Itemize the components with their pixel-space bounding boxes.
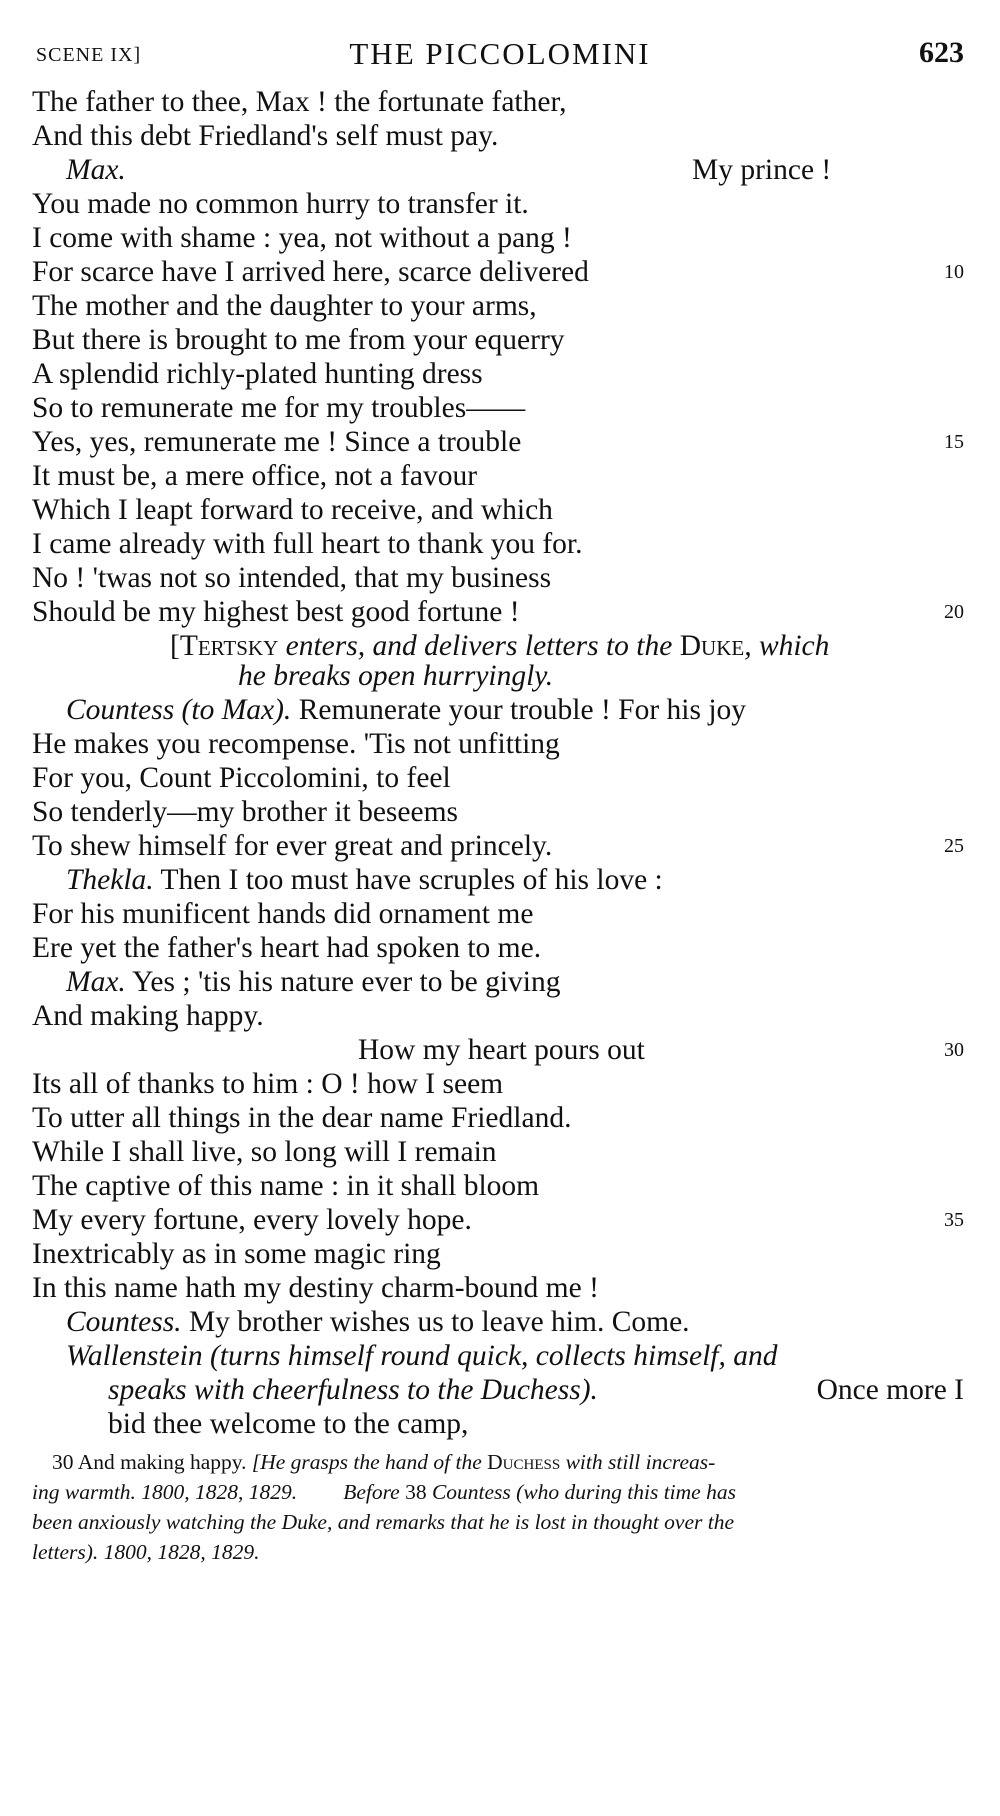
speech-text: My prince ! <box>692 154 832 186</box>
verse-line: For his munificent hands did ornament me <box>32 898 534 930</box>
verse-line: The mother and the daughter to your arms, <box>32 290 537 322</box>
verse-line: I come with shame : yea, not without a pang ! <box>32 222 572 254</box>
verse-line: To shew himself for ever great and princely. 25 <box>32 826 964 866</box>
verse-line: How my heart pours out 30 <box>32 1030 964 1070</box>
footnote-line: been anxiously watching the Duke, and remarks that he is lost in thought over the <box>32 1510 735 1534</box>
speech-text: Then I too must have scruples of his love : <box>160 864 663 896</box>
verse-line: No ! 'twas not so intended, that my business <box>32 562 552 594</box>
verse-line: To utter all things in the dear name Friedland. <box>32 1102 572 1134</box>
running-title: THE PICCOLOMINI <box>349 36 651 71</box>
line-number: 15 <box>944 431 964 453</box>
verse-line: But there is brought to me from your equerry <box>32 324 565 356</box>
verse-line: Ere yet the father's heart had spoken to me. <box>32 932 542 964</box>
line-number: 10 <box>944 261 964 283</box>
verse-line: Yes, yes, remunerate me ! Since a trouble 15 <box>32 422 964 462</box>
line-number: 35 <box>944 1209 964 1231</box>
verse-line: The captive of this name : in it shall bloom <box>32 1170 540 1202</box>
footnote-line: 30 And making happy. [He grasps the hand of the Duchess with still increas- <box>52 1450 716 1474</box>
line-number: 30 <box>944 1039 964 1061</box>
verse-line: Should be my highest best good fortune ! 20 <box>32 592 964 632</box>
speaker-name: Thekla. <box>66 864 154 896</box>
scene-label: SCENE IX] <box>36 44 142 66</box>
speech-text: Remunerate your trouble ! For his joy <box>298 694 747 726</box>
verse-line: And this debt Friedland's self must pay. <box>32 120 499 152</box>
stage-direction: speaks with cheerfulness to the Duchess). <box>108 1374 598 1406</box>
speaker-name: Max. <box>66 966 126 998</box>
verse-line: While I shall live, so long will I remain <box>32 1136 497 1168</box>
stage-direction: he breaks open hurryingly. <box>238 660 554 692</box>
speech-text: Once more I <box>816 1374 964 1406</box>
verse-line: You made no common hurry to transfer it. <box>32 188 529 220</box>
verse-line: A splendid richly-plated hunting dress <box>32 358 483 390</box>
verse-line: It must be, a mere office, not a favour <box>32 460 478 492</box>
verse-line: Its all of thanks to him : O ! how I seem <box>32 1068 504 1100</box>
stage-direction: [Tertsky enters, and delivers letters to the Duke, which <box>170 630 830 662</box>
line-number: 25 <box>944 835 964 857</box>
verse-line: My every fortune, every lovely hope. 35 <box>32 1200 964 1240</box>
speaker-direction: Wallenstein (turns himself round quick, collects himself, and <box>66 1340 778 1372</box>
verse-line: Which I leapt forward to receive, and which <box>32 494 553 526</box>
footnote-line: ing warmth. 1800, 1828, 1829. Before 38 Countess (who during this time has <box>32 1480 736 1504</box>
speaker-name: Countess. <box>66 1306 182 1338</box>
footnote-line: letters). 1800, 1828, 1829. <box>32 1540 260 1564</box>
speaker-name: Max. <box>66 154 126 186</box>
speech-text: Yes ; 'tis his nature ever to be giving <box>132 966 561 998</box>
verse-line: The father to thee, Max ! the fortunate father, <box>32 86 567 118</box>
verse-line: In this name hath my destiny charm-bound me ! <box>32 1272 599 1304</box>
verse-line: So to remunerate me for my troubles—— <box>32 392 526 424</box>
speaker-name: Countess (to Max). <box>66 694 292 726</box>
verse-line: bid thee welcome to the camp, <box>108 1408 469 1440</box>
verse-line: For you, Count Piccolomini, to feel <box>32 762 451 794</box>
verse-line: And making happy. <box>32 1000 264 1032</box>
verse-line: He makes you recompense. 'Tis not unfitting <box>32 728 560 760</box>
page-number: 623 <box>919 36 964 69</box>
verse-line: Inextricably as in some magic ring <box>32 1238 441 1270</box>
page-header <box>36 36 964 76</box>
line-number: 20 <box>944 601 964 623</box>
verse-line: I came already with full heart to thank you for. <box>32 528 583 560</box>
verse-line: For scarce have I arrived here, scarce delivered 10 <box>32 252 964 292</box>
verse-line: So tenderly—my brother it beseems <box>32 796 459 828</box>
speech-text: My brother wishes us to leave him. Come. <box>188 1306 690 1338</box>
